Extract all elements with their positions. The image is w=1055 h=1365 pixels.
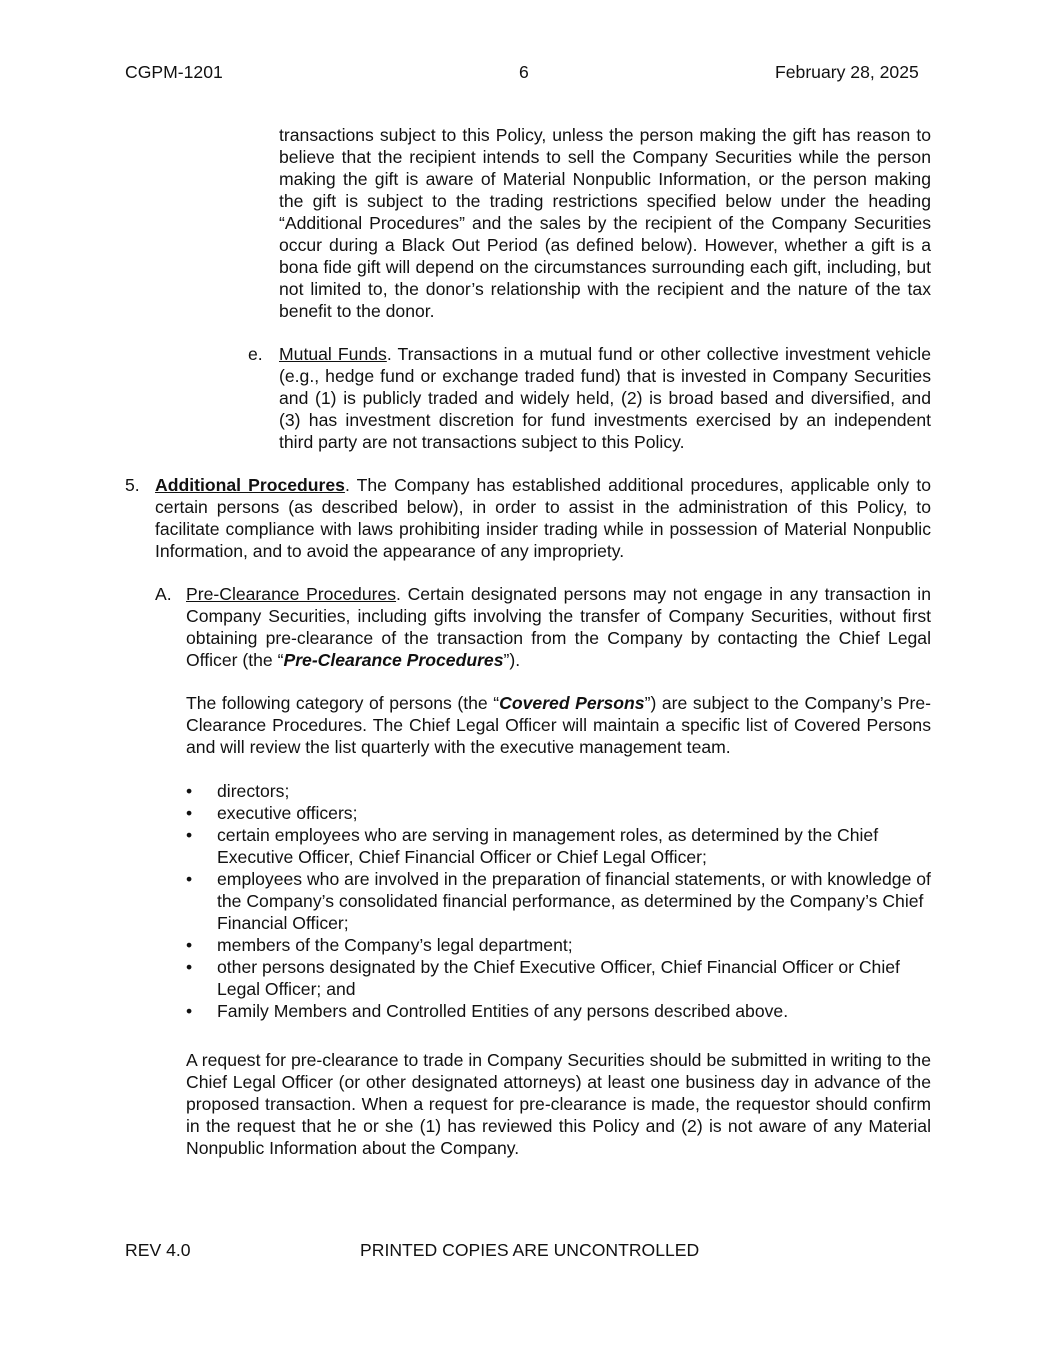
section-5-body: . The Company has established additional procedures, applicable only to certain persons (as described below), in order to assist in the administration of this Policy, to facilitate compliance with laws prohibiting insider trading while in possession of Material Nonpublic Information, and to avoid the appearance of any impropriety. [155, 475, 931, 561]
bullet-icon: • [186, 803, 193, 823]
covered-before: The following category of persons (the “ [186, 693, 500, 713]
section-5-paragraph [155, 474, 931, 562]
list-item [186, 868, 931, 934]
covered-persons-list [186, 780, 931, 1022]
footer-revision: REV 4.0 [125, 1240, 191, 1260]
footer-notice: PRINTED COPIES ARE UNCONTROLLED [360, 1240, 700, 1260]
list-item-text: Family Members and Controlled Entities of any persons described above. [217, 1001, 789, 1021]
section-a-defined-term: Pre-Clearance Procedures [283, 650, 504, 670]
list-item [186, 802, 931, 824]
section-a-body-before: . Certain designated persons may not engage in any transaction in Company Securities, including gifts involving the transfer of Company Securities, without first obtaining pre-clearance of the transaction from the Company by contacting the Chief Legal Officer (the “ [186, 584, 931, 670]
list-item [186, 780, 931, 802]
item-e-marker: e. [248, 344, 263, 364]
request-paragraph: A request for pre-clearance to trade in Company Securities should be submitted in writing to the Chief Legal Officer (or other designated attorneys) at least one business day in advance of the proposed transaction. When a request for pre-clearance is made, the requestor should confirm in the request that he or she (1) has reviewed this Policy and (2) is not aware of any Material Nonpublic Information about the Company. [186, 1050, 931, 1158]
bullet-icon: • [186, 957, 193, 977]
list-item-text: other persons designated by the Chief Executive Officer, Chief Financial Officer or Chief Legal Officer; and [217, 957, 900, 999]
covered-term: Covered Persons [499, 693, 645, 713]
list-item-text: directors; [217, 781, 290, 801]
covered-after: ”) are subject to the Company’s Pre-Clearance Procedures. The Chief Legal Officer will maintain a specific list of Covered Persons and will review the list quarterly with the executive management team. [186, 693, 931, 757]
item-e-heading: Mutual Funds [279, 344, 387, 364]
section-a-heading: Pre-Clearance Procedures [186, 584, 397, 604]
header-doc-id: CGPM-1201 [125, 62, 223, 82]
list-item [186, 934, 931, 956]
list-item-text: certain employees who are serving in management roles, as determined by the Chief Executive Officer, Chief Financial Officer or Chief Legal Officer; [217, 825, 879, 867]
list-item-text: members of the Company’s legal department; [217, 935, 573, 955]
header-page-number: 6 [519, 62, 529, 82]
list-item-text: executive officers; [217, 803, 358, 823]
section-a-marker: A. [155, 584, 172, 604]
bullet-icon: • [186, 781, 193, 801]
item-e-body: . Transactions in a mutual fund or other collective investment vehicle (e.g., hedge fund or exchange traded fund) that is invested in Company Securities and (1) is publicly traded and widely held, (2) is broad based and diversified, and (3) has investment discretion for fund investments exercised by an independent third party are not transactions subject to this Policy. [279, 344, 931, 452]
covered-persons-paragraph [186, 692, 931, 758]
section-5-heading: Additional Procedures [155, 475, 345, 495]
bullet-icon: • [186, 869, 193, 889]
bullet-icon: • [186, 825, 193, 845]
list-item-text: employees who are involved in the preparation of financial statements, or with knowledge of the Company’s consolidated financial performance, as determined by the Company’s Chief Financial Officer; [217, 869, 931, 933]
section-5-marker: 5. [125, 475, 140, 495]
paragraph-gift-continuation: transactions subject to this Policy, unless the person making the gift has reason to believe that the recipient intends to sell the Company Securities while the person making the gift is aware of Material Nonpublic Information, or the person making the gift is subject to the trading restrictions specified below under the heading “Additional Procedures” and the sales by the recipient of the Company Securities occur during a Black Out Period (as defined below). However, whether a gift is a bona fide gift will depend on the circumstances surrounding each gift, including, but not limited to, the donor’s relationship with the recipient and the nature of the tax benefit to the donor. [279, 125, 931, 321]
section-a-paragraph [186, 583, 931, 671]
item-e-paragraph [279, 343, 931, 453]
section-a-body-after: ”). [503, 650, 521, 670]
bullet-icon: • [186, 1001, 193, 1021]
header-date: February 28, 2025 [775, 62, 919, 82]
list-item [186, 956, 931, 1000]
list-item [186, 824, 931, 868]
bullet-icon: • [186, 935, 193, 955]
list-item [186, 1000, 931, 1022]
